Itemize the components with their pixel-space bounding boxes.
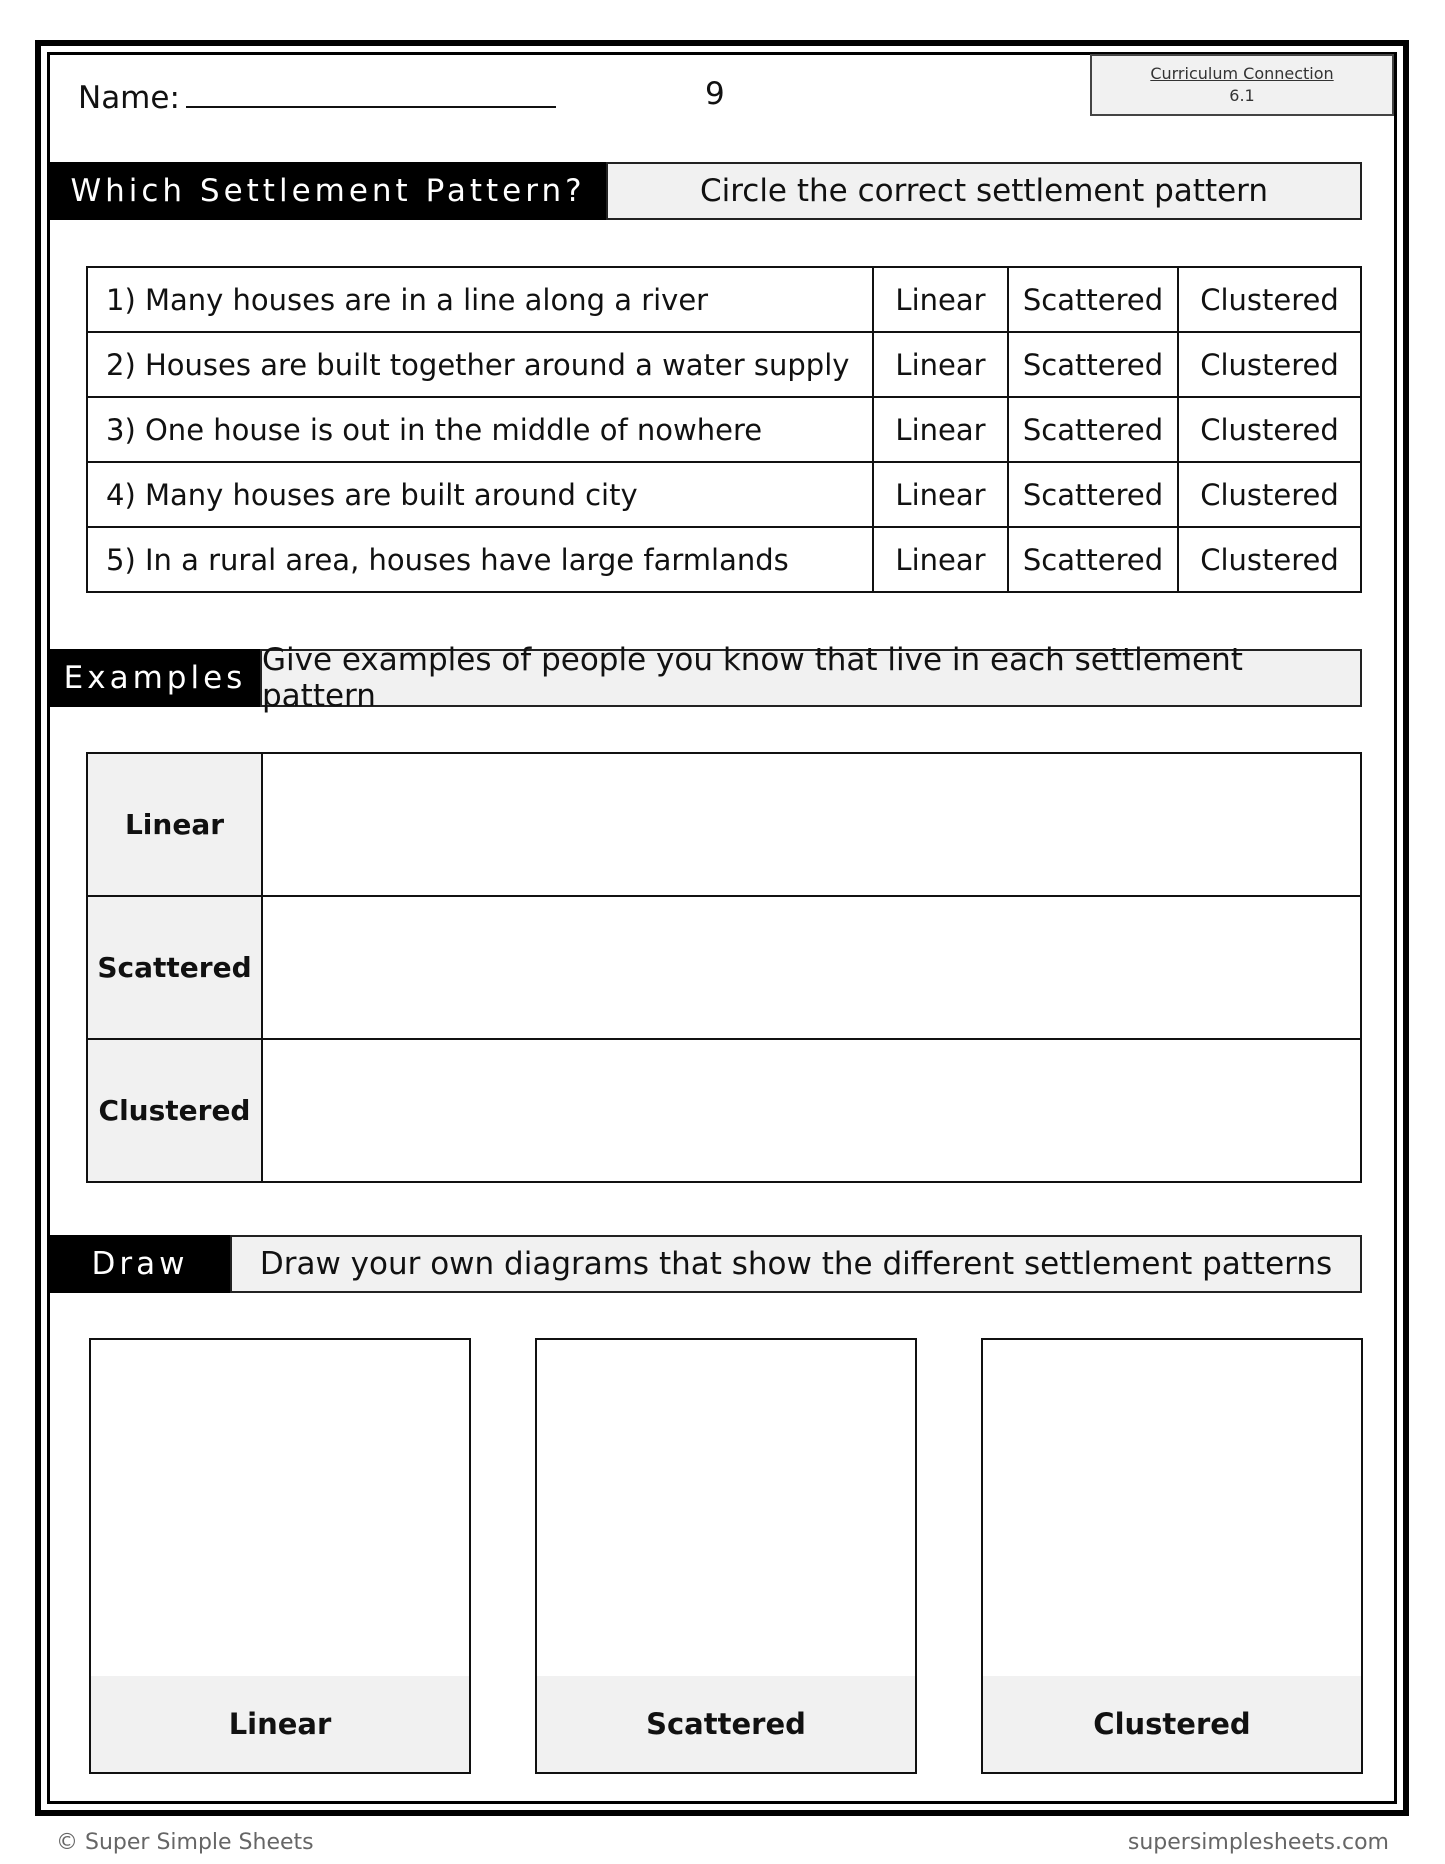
question-text: 5) In a rural area, houses have large farmlands [87,527,873,592]
draw-caption-linear: Linear [91,1676,469,1772]
option-clustered[interactable]: Clustered [1178,397,1361,462]
drawing-area-clustered[interactable] [983,1340,1361,1680]
draw-box-linear [89,1338,471,1774]
option-scattered[interactable]: Scattered [1008,332,1178,397]
examples-answer-linear[interactable] [262,753,1361,896]
section-title: Examples [50,649,260,707]
draw-box-scattered [535,1338,917,1774]
curriculum-title: Curriculum Connection [1150,64,1334,83]
option-clustered[interactable]: Clustered [1178,267,1361,332]
examples-table [86,752,1362,1183]
table-row [87,753,1361,896]
section-instruction: Circle the correct settlement pattern [606,162,1362,220]
examples-answer-clustered[interactable] [262,1039,1361,1182]
option-scattered[interactable]: Scattered [1008,397,1178,462]
footer-copyright: © Super Simple Sheets [56,1830,314,1855]
section-title: Which Settlement Pattern? [50,162,606,220]
table-row [87,462,1361,527]
examples-answer-scattered[interactable] [262,896,1361,1039]
footer-website[interactable]: supersimplesheets.com [1127,1830,1389,1855]
option-linear[interactable]: Linear [873,397,1008,462]
page-number: 9 [705,76,725,112]
table-row [87,267,1361,332]
question-text: 2) Houses are built together around a water supply [87,332,873,397]
option-clustered[interactable]: Clustered [1178,332,1361,397]
table-row [87,1039,1361,1182]
examples-label-clustered: Clustered [87,1039,262,1182]
name-field [78,76,556,116]
draw-caption-clustered: Clustered [983,1676,1361,1772]
drawing-area-linear[interactable] [91,1340,469,1680]
option-clustered[interactable]: Clustered [1178,462,1361,527]
section-instruction: Give examples of people you know that live in each settlement pattern [260,649,1362,707]
curriculum-code: 6.1 [1229,86,1255,105]
option-linear[interactable]: Linear [873,332,1008,397]
table-row [87,397,1361,462]
option-linear[interactable]: Linear [873,267,1008,332]
draw-caption-scattered: Scattered [537,1676,915,1772]
option-clustered[interactable]: Clustered [1178,527,1361,592]
section-instruction: Draw your own diagrams that show the different settlement patterns [230,1235,1362,1293]
question-text: 3) One house is out in the middle of nowhere [87,397,873,462]
curriculum-connection-box [1090,54,1394,116]
option-scattered[interactable]: Scattered [1008,267,1178,332]
drawing-area-scattered[interactable] [537,1340,915,1680]
name-blank-line[interactable] [186,76,556,108]
option-scattered[interactable]: Scattered [1008,527,1178,592]
table-row [87,527,1361,592]
name-label: Name: [78,80,180,116]
table-row [87,332,1361,397]
question-text: 1) Many houses are in a line along a river [87,267,873,332]
draw-box-clustered [981,1338,1363,1774]
option-scattered[interactable]: Scattered [1008,462,1178,527]
question-text: 4) Many houses are built around city [87,462,873,527]
table-row [87,896,1361,1039]
examples-label-linear: Linear [87,753,262,896]
option-linear[interactable]: Linear [873,527,1008,592]
settlement-pattern-table [86,266,1362,593]
examples-label-scattered: Scattered [87,896,262,1039]
option-linear[interactable]: Linear [873,462,1008,527]
section-title: Draw [50,1235,230,1293]
